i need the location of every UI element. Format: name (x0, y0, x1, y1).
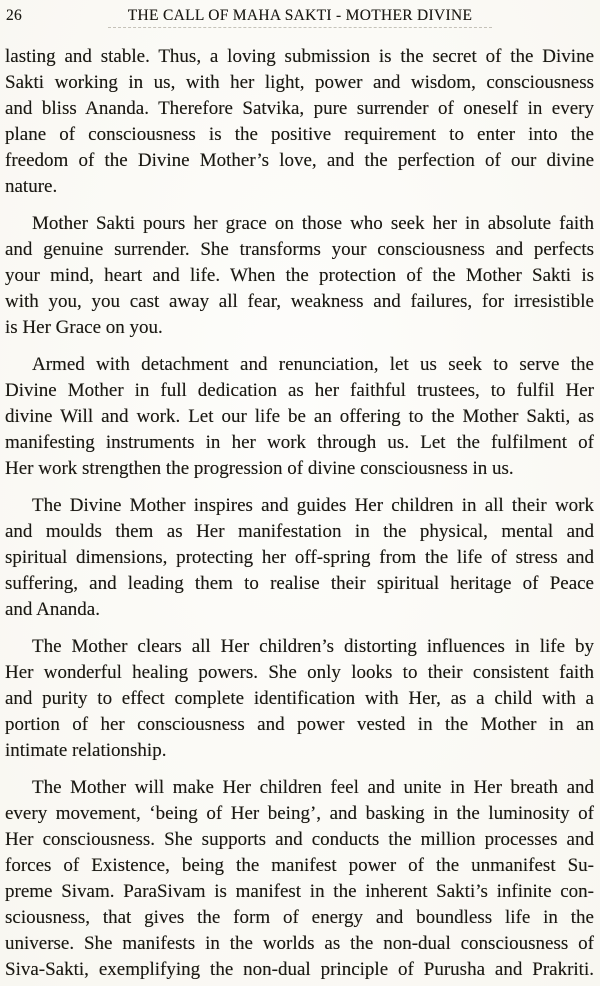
paragraph (5, 634, 594, 764)
paragraph (5, 352, 594, 482)
page-title: THE CALL OF MAHA SAKTI - MOTHER DIVINE (127, 7, 473, 24)
text-line: with you, you cast away all fear, weakness and failures, for irresistible (5, 291, 594, 312)
text-line: The Divine Mother inspires and guides Her children in all their work (32, 495, 594, 516)
paragraph (5, 211, 594, 341)
text-line: Siva-Sakti, exemplifying the non-dual principle of Purusha and Prakriti. (5, 959, 594, 980)
text-line: universe. She manifests in the worlds as the non-dual consciousness of (5, 933, 594, 954)
page-number: 26 (6, 7, 23, 24)
text-line: your mind, heart and life. When the protection of the Mother Sakti is (5, 265, 594, 286)
text-line: freedom of the Divine Mother’s love, and the perfection of our divine (5, 150, 594, 171)
text-line: The Mother will make Her children feel and unite in Her breath and (32, 777, 594, 798)
text-line: sciousness, that gives the form of energy and boundless life in the (5, 907, 594, 928)
paragraph (5, 775, 594, 983)
text-line: and moulds them as Her manifestation in the physical, mental and (5, 521, 594, 542)
text-line: nature. (5, 176, 58, 197)
page-body (5, 44, 594, 983)
text-line: suffering, and leading them to realise their spiritual heritage of Peace (5, 573, 594, 594)
page-header (5, 7, 595, 27)
text-line: and purity to effect complete identification with Her, as a child with a (5, 688, 594, 709)
text-line: spiritual dimensions, protecting her off-spring from the life of stress and (5, 547, 594, 568)
text-line: and genuine surrender. She transforms your consciousness and perfects (5, 239, 594, 260)
text-line: Divine Mother in full dedication as her faithful trustees, to fulfil Her (5, 380, 594, 401)
text-line: preme Sivam. ParaSivam is manifest in the inherent Sakti’s infinite con- (5, 881, 594, 902)
text-line: every movement, ‘being of Her being’, and basking in the luminosity of (5, 803, 594, 824)
header-rule (108, 27, 492, 28)
text-line: is Her Grace on you. (5, 317, 163, 338)
paragraph (5, 44, 594, 200)
text-line: The Mother clears all Her children’s distorting influences in life by (32, 636, 594, 657)
text-line: forces of Existence, being the manifest power of the unmanifest Su- (5, 855, 594, 876)
text-line: plane of consciousness is the positive requirement to enter into the (5, 124, 594, 145)
text-line: Her wonderful healing powers. She only looks to their consistent faith (5, 662, 594, 683)
text-line: and Ananda. (5, 599, 100, 620)
text-line: lasting and stable. Thus, a loving submission is the secret of the Divine (5, 46, 594, 67)
text-line: intimate relationship. (5, 740, 167, 761)
text-line: divine Will and work. Let our life be an offering to the Mother Sakti, as (5, 406, 594, 427)
text-line: portion of her consciousness and power vested in the Mother in an (5, 714, 594, 735)
paragraph (5, 493, 594, 623)
text-line: Her work strengthen the progression of divine consciousness in us. (5, 458, 514, 479)
text-line: manifesting instruments in her work through us. Let the fulfilment of (5, 432, 594, 453)
text-line: Mother Sakti pours her grace on those who seek her in absolute faith (32, 213, 594, 234)
text-line: Her consciousness. She supports and conducts the million processes and (5, 829, 594, 850)
text-line: Armed with detachment and renunciation, let us seek to serve the (32, 354, 594, 375)
text-line: and bliss Ananda. Therefore Satvika, pure surrender of oneself in every (5, 98, 594, 119)
text-line: Sakti working in us, with her light, power and wisdom, consciousness (5, 72, 594, 93)
